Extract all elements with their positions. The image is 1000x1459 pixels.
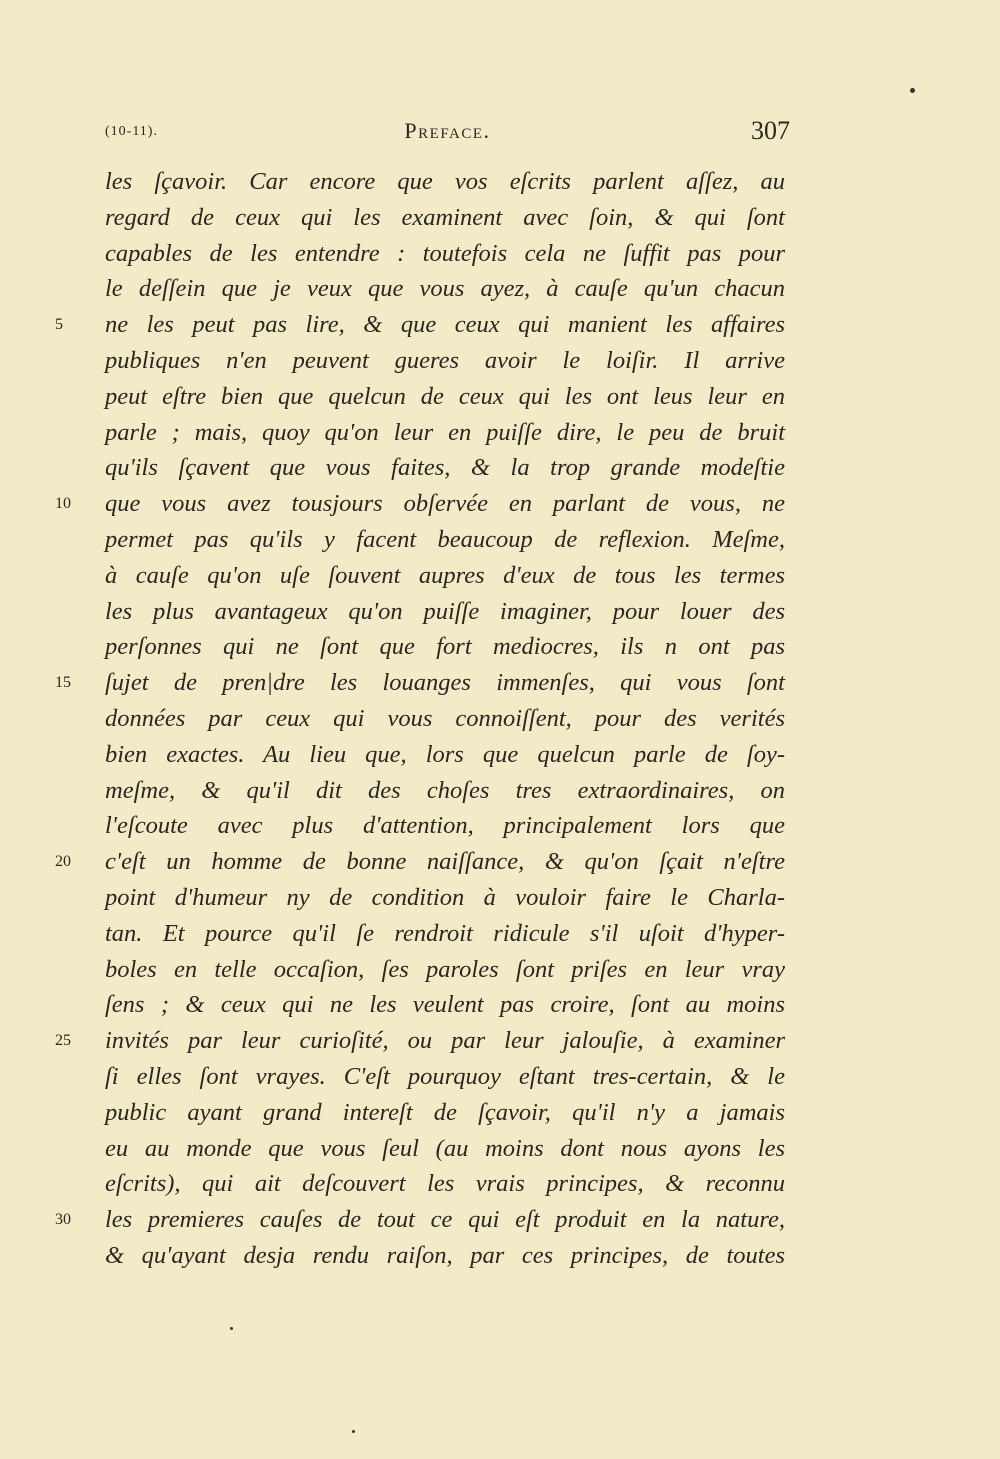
text-line [105, 343, 785, 379]
line-text: le deſſein que je veux que vous ayez, à cauſe qu'un chacun [105, 275, 785, 303]
text-line [105, 271, 785, 307]
line-text: tan. Et pource qu'il ſe rendroit ridicule s'il uſoit d'hyper- [105, 919, 785, 947]
text-line [55, 1023, 785, 1059]
text-line [105, 200, 785, 236]
line-text: ſens ; & ceux qui ne les veulent pas croire, ſont au moins [105, 991, 785, 1019]
line-text: eu au monde que vous ſeul (au moins dont nous ayons les [105, 1134, 785, 1162]
line-number: 15 [55, 674, 71, 692]
line-text: perſonnes qui ne ſont que fort mediocres, ils n ont pas [105, 633, 785, 661]
text-line [105, 773, 785, 809]
line-text: eſcrits), qui ait deſcouvert les vrais principes, & reconnu [105, 1170, 785, 1198]
text-line [105, 379, 785, 415]
running-header [105, 118, 790, 154]
line-text: les premieres cauſes de tout ce qui eſt produit en la nature, [105, 1206, 785, 1234]
text-line [105, 737, 785, 773]
line-number: 30 [55, 1211, 71, 1229]
text-line [105, 164, 785, 200]
running-title: Preface. [404, 118, 491, 143]
line-text: données par ceux qui vous connoiſſent, pour des verités [105, 704, 785, 732]
line-text: que vous avez tousjours obſervée en parlant de vous, ne [105, 490, 785, 518]
page-number: 307 [751, 116, 790, 145]
text-line [105, 701, 785, 737]
line-number: 25 [55, 1032, 71, 1050]
body-text [55, 164, 795, 1274]
text-line [105, 952, 785, 988]
text-line [105, 916, 785, 952]
line-text: meſme, & qu'il dit des choſes tres extraordinaires, on [105, 776, 785, 804]
line-number: 10 [55, 495, 71, 513]
text-line [105, 415, 785, 451]
line-text: permet pas qu'ils y facent beaucoup de reflexion. Meſme, [105, 525, 785, 553]
text-line [105, 522, 785, 558]
line-text: les ſçavoir. Car encore que vos eſcrits parlent aſſez, au [105, 168, 785, 195]
line-text: ſujet de pren|dre les louanges immenſes, qui vous ſont [105, 669, 785, 697]
text-line [105, 236, 785, 272]
text-line [105, 450, 785, 486]
speck-mark [230, 1327, 233, 1330]
text-line [105, 1166, 785, 1202]
text-line [105, 987, 785, 1023]
line-text: boles en telle occaſion, ſes paroles ſont priſes en leur vray [105, 955, 785, 983]
line-text: peut eſtre bien que quelcun de ceux qui les ont leus leur en [105, 382, 785, 410]
line-number: 20 [55, 853, 71, 871]
line-text: publiques n'en peuvent gueres avoir le loiſir. Il arrive [105, 346, 785, 374]
line-text: ſi elles ſont vrayes. C'eſt pourquoy eſtant tres-certain, & le [105, 1062, 785, 1090]
line-text: c'eſt un homme de bonne naiſſance, & qu'on ſçait n'eſtre [105, 848, 785, 876]
text-line [55, 307, 785, 343]
line-text: parle ; mais, quoy qu'on leur en puiſſe dire, le peu de bruit [105, 418, 785, 446]
text-line [105, 1238, 785, 1274]
line-text: bien exactes. Au lieu que, lors que quelcun parle de ſoy- [105, 740, 785, 768]
section-reference: (10-11). [105, 124, 158, 139]
text-line [105, 808, 785, 844]
speck-mark [910, 88, 915, 93]
speck-mark [352, 1430, 355, 1433]
line-text: capables de les entendre : toutefois cela ne ſuffit pas pour [105, 239, 785, 267]
text-line [105, 558, 785, 594]
line-text: public ayant grand intereſt de ſçavoir, qu'il n'y a jamais [105, 1098, 785, 1126]
line-text: à cauſe qu'on uſe ſouvent aupres d'eux de tous les termes [105, 561, 785, 589]
text-line [105, 594, 785, 630]
line-number: 5 [55, 316, 63, 334]
text-line [105, 1095, 785, 1131]
line-text: qu'ils ſçavent que vous faites, & la trop grande modeſtie [105, 454, 785, 482]
text-line [55, 665, 785, 701]
line-text: regard de ceux qui les examinent avec ſoin, & qui ſont [105, 203, 785, 231]
line-text: & qu'ayant desja rendu raiſon, par ces principes, de toutes [105, 1241, 785, 1269]
text-line [55, 486, 785, 522]
text-line [55, 844, 785, 880]
line-text: les plus avantageux qu'on puiſſe imaginer, pour louer des [105, 597, 785, 625]
text-line [105, 880, 785, 916]
line-text: ne les peut pas lire, & que ceux qui manient les affaires [105, 311, 785, 339]
line-text: point d'humeur ny de condition à vouloir faire le Charla- [105, 883, 785, 911]
text-line [55, 1202, 785, 1238]
text-line [105, 1059, 785, 1095]
line-text: invités par leur curioſité, ou par leur jalouſie, à examiner [105, 1027, 785, 1055]
text-line [105, 629, 785, 665]
line-text: l'eſcoute avec plus d'attention, principalement lors que [105, 812, 785, 840]
text-line [105, 1131, 785, 1167]
